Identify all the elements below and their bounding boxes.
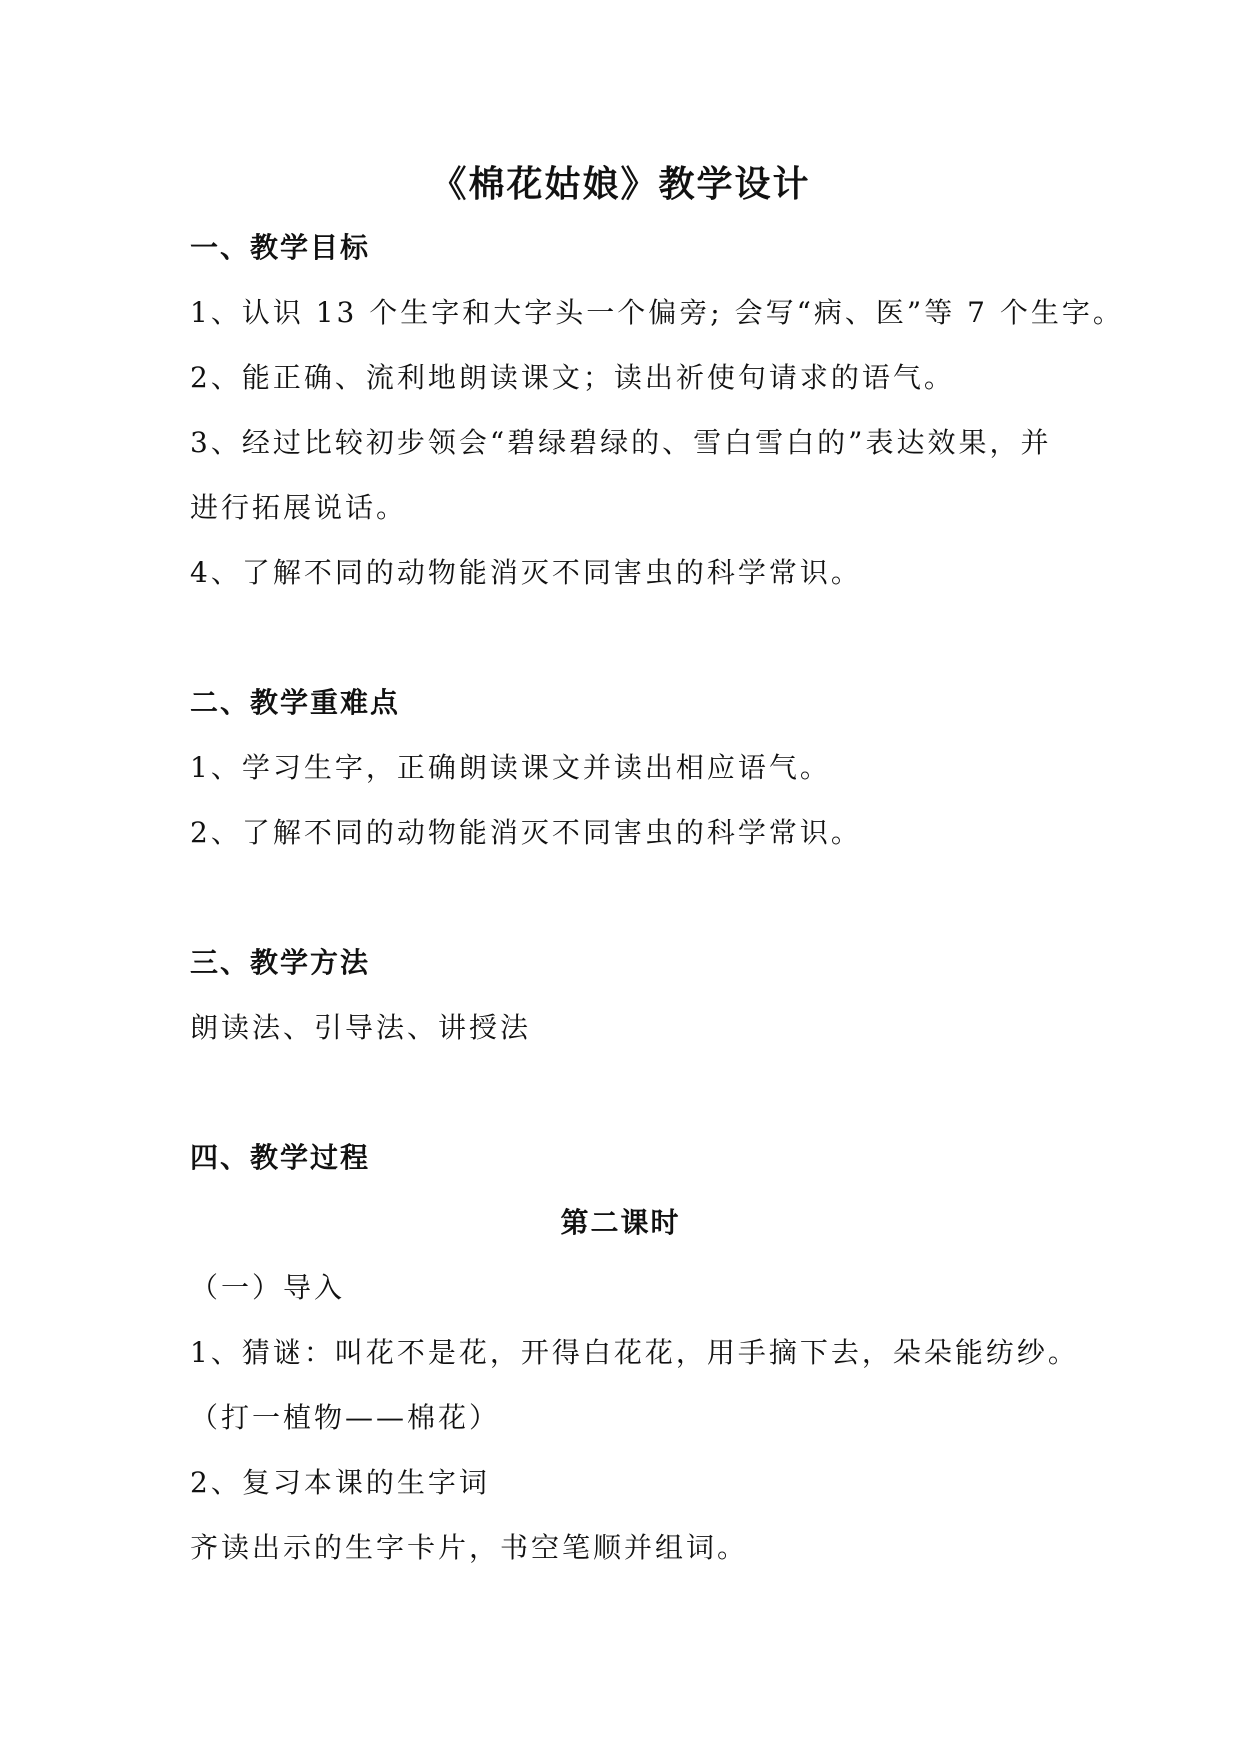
paragraph-line: 2、了解不同的动物能消灭不同害虫的科学常识。 (190, 816, 862, 849)
paragraph-line: 4、了解不同的动物能消灭不同害虫的科学常识。 (190, 556, 862, 589)
paragraph-line: 齐读出示的生字卡片，书空笔顺并组词。 (190, 1531, 749, 1564)
paragraph-line: 1、猜谜：叫花不是花，开得白花花，用手摘下去，朵朵能纺纱。 (190, 1336, 1079, 1369)
paragraph-line: 1、学习生字，正确朗读课文并读出相应语气。 (190, 751, 831, 784)
paragraph-line: 1、认识 13 个生字和大字头一个偏旁; 会写“病、医”等 7 个生字。 (190, 296, 1124, 329)
section-heading-methods: 三、教学方法 (190, 946, 371, 979)
document-title: 《棉花姑娘》教学设计 (430, 164, 811, 205)
paragraph-line: 3、经过比较初步领会“碧绿碧绿的、雪白雪白的”表达效果，并 (190, 426, 1052, 459)
section-heading-process: 四、教学过程 (190, 1141, 371, 1174)
lesson-subtitle: 第二课时 (560, 1206, 681, 1239)
section-heading-key-points: 二、教学重难点 (190, 686, 401, 719)
paragraph-line: （一）导入 (190, 1271, 346, 1304)
paragraph-line: 2、能正确、流利地朗读课文；读出祈使句请求的语气。 (190, 361, 955, 394)
section-heading-objectives: 一、教学目标 (190, 231, 371, 264)
paragraph-line: 进行拓展说话。 (190, 491, 408, 524)
paragraph-line: 2、复习本课的生字词 (190, 1466, 490, 1499)
paragraph-line: 朗读法、引导法、讲授法 (190, 1011, 532, 1044)
paragraph-line: （打一植物——棉花） (190, 1401, 501, 1434)
